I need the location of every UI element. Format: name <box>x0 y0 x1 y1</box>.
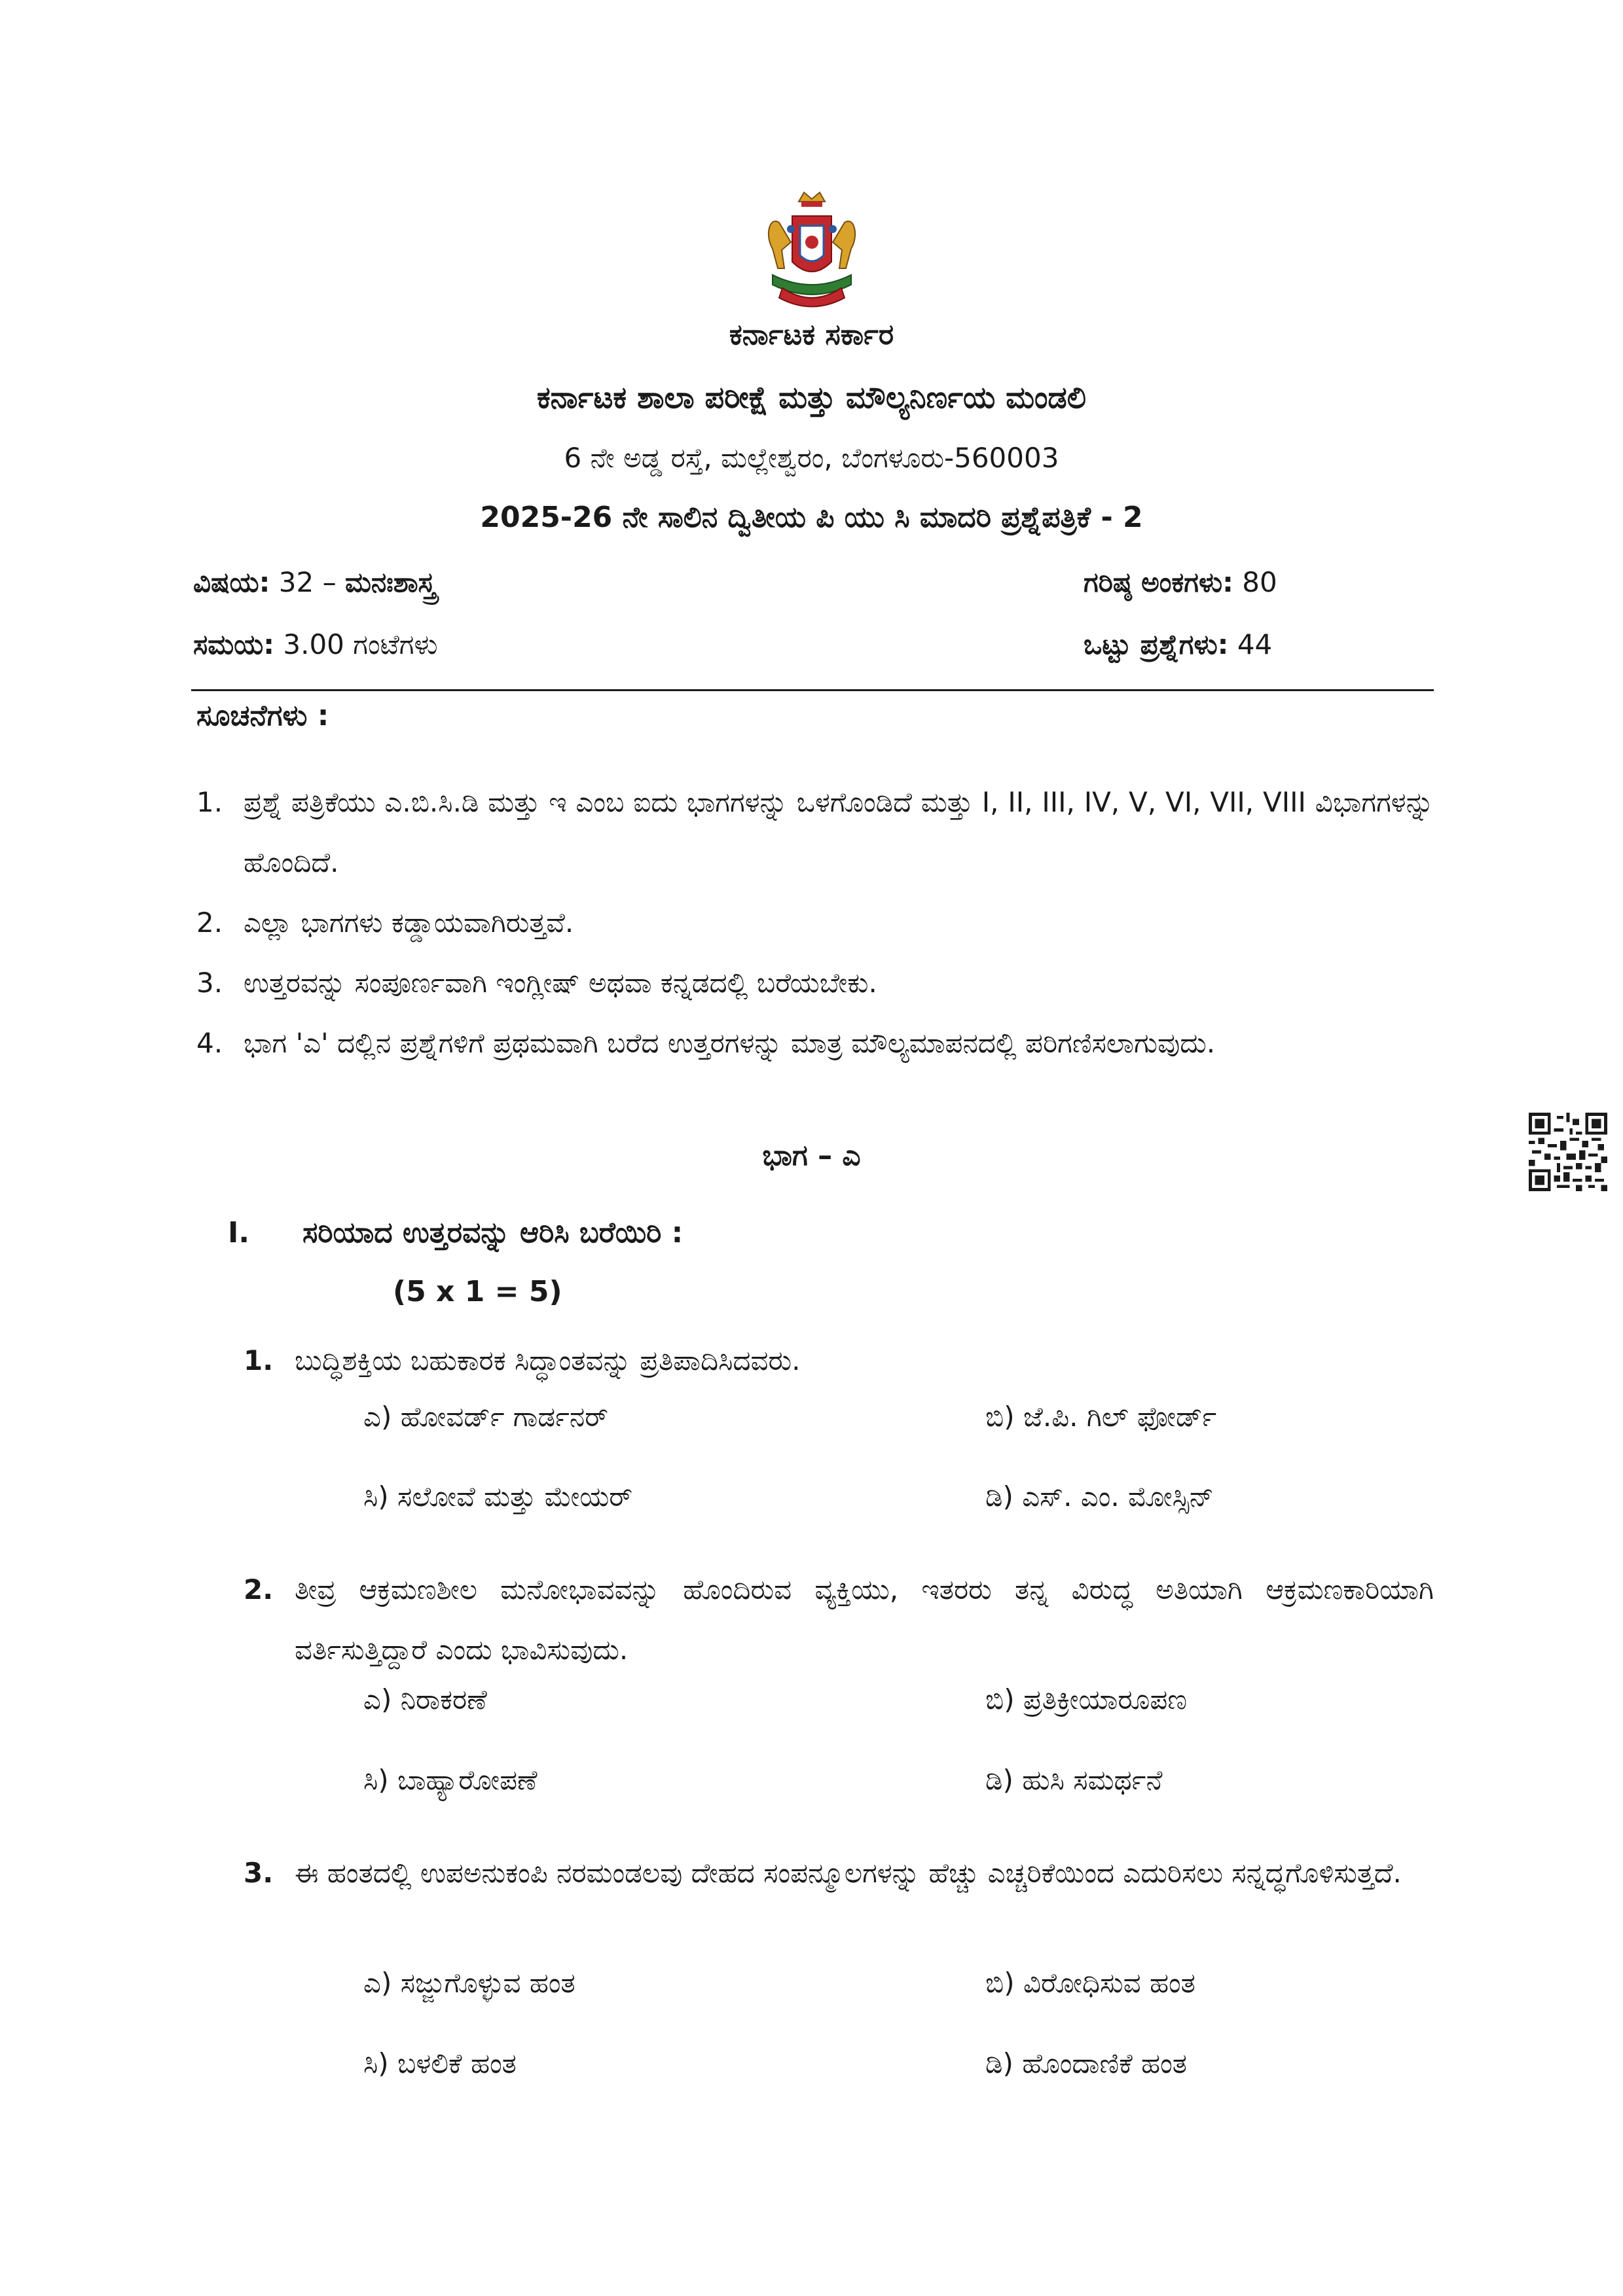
option-c: ಸಿ) ಬಳಲಿಕೆ ಹಂತ <box>363 2047 517 2079</box>
subject-line <box>193 566 436 599</box>
instruction-item <box>196 893 1434 953</box>
time-line <box>193 628 438 661</box>
govt-title: ಕರ್ನಾಟಕ ಸರ್ಕಾರ <box>729 318 894 351</box>
board-address: 6 ನೇ ಅಡ್ಡ ರಸ್ತೆ, ಮಲ್ಲೇಶ್ವರಂ, ಬೆಂಗಳೂರು-560003 <box>564 442 1059 474</box>
question-text: ಈ ಹಂತದಲ್ಲಿ ಉಪಅನುಕಂಪಿ ನರಮಂಡಲವು ದೇಹದ ಸಂಪನ್ಮೂಲಗಳನ್ನು ಹೆಚ್ಚು ಎಚ್ಚರಿಕೆಯಿಂದ ಎದುರಿಸಲು ಸನ್ನದ್ಧಗೊಳಿಸುತ್ತದೆ. <box>295 1857 1402 1889</box>
total-questions-line <box>1084 628 1272 661</box>
subject-code: 32 – <box>270 566 345 598</box>
instruction-text: ಎಲ್ಲಾ ಭಾಗಗಳು ಕಡ್ಡಾಯವಾಗಿರುತ್ತವೆ. <box>244 906 574 939</box>
question-1 <box>244 1331 1434 1391</box>
karnataka-emblem-icon <box>753 190 871 314</box>
max-marks-line <box>1084 566 1277 599</box>
subject-label: ವಿಷಯ: <box>193 566 270 598</box>
option-b: ಬಿ) ಪ್ರತಿಕ್ರೀಯಾರೂಪಣ <box>985 1683 1188 1715</box>
option-a: ಎ) ಸಜ್ಜುಗೊಳ್ಳುವ ಹಂತ <box>363 1967 575 1999</box>
qr-code-icon[interactable] <box>1529 1113 1607 1191</box>
question-number: 1. <box>244 1344 274 1376</box>
instructions-title: ಸೂಚನೆಗಳು : <box>196 699 329 732</box>
question-2 <box>244 1560 1434 1680</box>
instruction-number: 2. <box>196 906 223 939</box>
instruction-text: ಪ್ರಶ್ನೆ ಪತ್ರಿಕೆಯು ಎ.ಬಿ.ಸಿ.ಡಿ ಮತ್ತು ಇ ಎಂಬ ಐದು ಭಾಗಗಳನ್ನು ಒಳಗೊಂಡಿದೆ ಮತ್ತು I, II, III, IV, V, VI, VII, VIII ವಿಭಾಗಗಳನ್ನು ಹೊಂದಿದೆ. <box>244 786 1434 878</box>
option-a: ಎ) ಹೋವರ್ಡ್ ಗಾರ್ಡನರ್ <box>363 1401 609 1433</box>
instruction-text: ಭಾಗ 'ಎ' ದಲ್ಲಿನ ಪ್ರಶ್ನೆಗಳಿಗೆ ಪ್ರಥಮವಾಗಿ ಬರೆದ ಉತ್ತರಗಳನ್ನು ಮಾತ್ರ ಮೌಲ್ಯಮಾಪನದಲ್ಲಿ ಪರಿಗಣಿಸಲಾಗುವುದು. <box>244 1027 1216 1059</box>
part-a-title: ಭಾಗ – ಎ <box>762 1139 861 1172</box>
instruction-number: 1. <box>196 786 223 818</box>
max-marks-value: 80 <box>1233 566 1277 598</box>
option-d: ಡಿ) ಹೊಂದಾಣಿಕೆ ಹಂತ <box>985 2047 1187 2079</box>
section-title: ಸರಿಯಾದ ಉತ್ತರವನ್ನು ಆರಿಸಿ ಬರೆಯಿರಿ : <box>302 1216 684 1249</box>
question-text: ಬುದ್ಧಿಶಕ್ತಿಯ ಬಹುಕಾರಕ ಸಿದ್ಧಾಂತವನ್ನು ಪ್ರತಿಪಾದಿಸಿದವರು. <box>295 1344 801 1376</box>
option-a: ಎ) ನಿರಾಕರಣೆ <box>363 1683 487 1715</box>
time-label: ಸಮಯ: <box>193 628 275 660</box>
total-questions-label: ಒಟ್ಟು ಪ್ರಶ್ನೆಗಳು: <box>1084 628 1229 660</box>
subject-name: ಮನಃಶಾಸ್ತ್ರ <box>344 566 436 598</box>
header-divider <box>191 689 1434 691</box>
instruction-number: 3. <box>196 967 223 999</box>
instruction-item <box>196 953 1434 1013</box>
option-c: ಸಿ) ಸಲೋವೆ ಮತ್ತು ಮೇಯರ್ <box>363 1480 633 1513</box>
section-number: I. <box>228 1216 250 1249</box>
total-questions-value: 44 <box>1228 628 1273 660</box>
instruction-item <box>196 1013 1434 1073</box>
instruction-number: 4. <box>196 1027 223 1059</box>
option-c: ಸಿ) ಬಾಹ್ಯಾರೋಪಣೆ <box>363 1764 538 1796</box>
option-d: ಡಿ) ಹುಸಿ ಸಮರ್ಥನೆ <box>985 1764 1163 1796</box>
time-value: 3.00 ಗಂಟೆಗಳು <box>274 628 438 660</box>
question-number: 2. <box>244 1573 274 1605</box>
question-number: 3. <box>244 1857 274 1889</box>
question-text: ತೀವ್ರ ಆಕ್ರಮಣಶೀಲ ಮನೋಭಾವವನ್ನು ಹೊಂದಿರುವ ವ್ಯಕ್ತಿಯು, ಇತರರು ತನ್ನ ವಿರುದ್ಧ ಅತಿಯಾಗಿ ಆಕ್ರಮಣಕಾರಿಯಾಗಿ ವರ್ತಿಸುತ್ತಿದ್ದಾರೆ ಎಂದು ಭಾವಿಸುವುದು. <box>295 1573 1434 1666</box>
paper-title: 2025-26 ನೇ ಸಾಲಿನ ದ್ವಿತೀಯ ಪಿ ಯು ಸಿ ಮಾದರಿ ಪ್ರಶ್ನೆಪತ್ರಿಕೆ - 2 <box>480 501 1143 534</box>
instruction-item <box>196 772 1434 893</box>
option-d: ಡಿ) ಎಸ್. ಎಂ. ಮೋಸ್ಸಿನ್ <box>985 1480 1214 1513</box>
question-3 <box>244 1843 1434 1903</box>
instruction-text: ಉತ್ತರವನ್ನು ಸಂಪೂರ್ಣವಾಗಿ ಇಂಗ್ಲೀಷ್ ಅಥವಾ ಕನ್ನಡದಲ್ಲಿ ಬರೆಯಬೇಕು. <box>244 967 877 999</box>
option-b: ಬಿ) ಜೆ.ಪಿ. ಗಿಲ್ ಫೋರ್ಡ್ <box>985 1401 1217 1433</box>
section-marks: (5 x 1 = 5) <box>393 1275 562 1308</box>
board-title: ಕರ್ನಾಟಕ ಶಾಲಾ ಪರೀಕ್ಷೆ ಮತ್ತು ಮೌಲ್ಯನಿರ್ಣಯ ಮಂಡಲಿ <box>536 380 1087 415</box>
option-b: ಬಿ) ವಿರೋಧಿಸುವ ಹಂತ <box>985 1967 1195 1999</box>
max-marks-label: ಗರಿಷ್ಠ ಅಂಕಗಳು: <box>1084 566 1233 598</box>
